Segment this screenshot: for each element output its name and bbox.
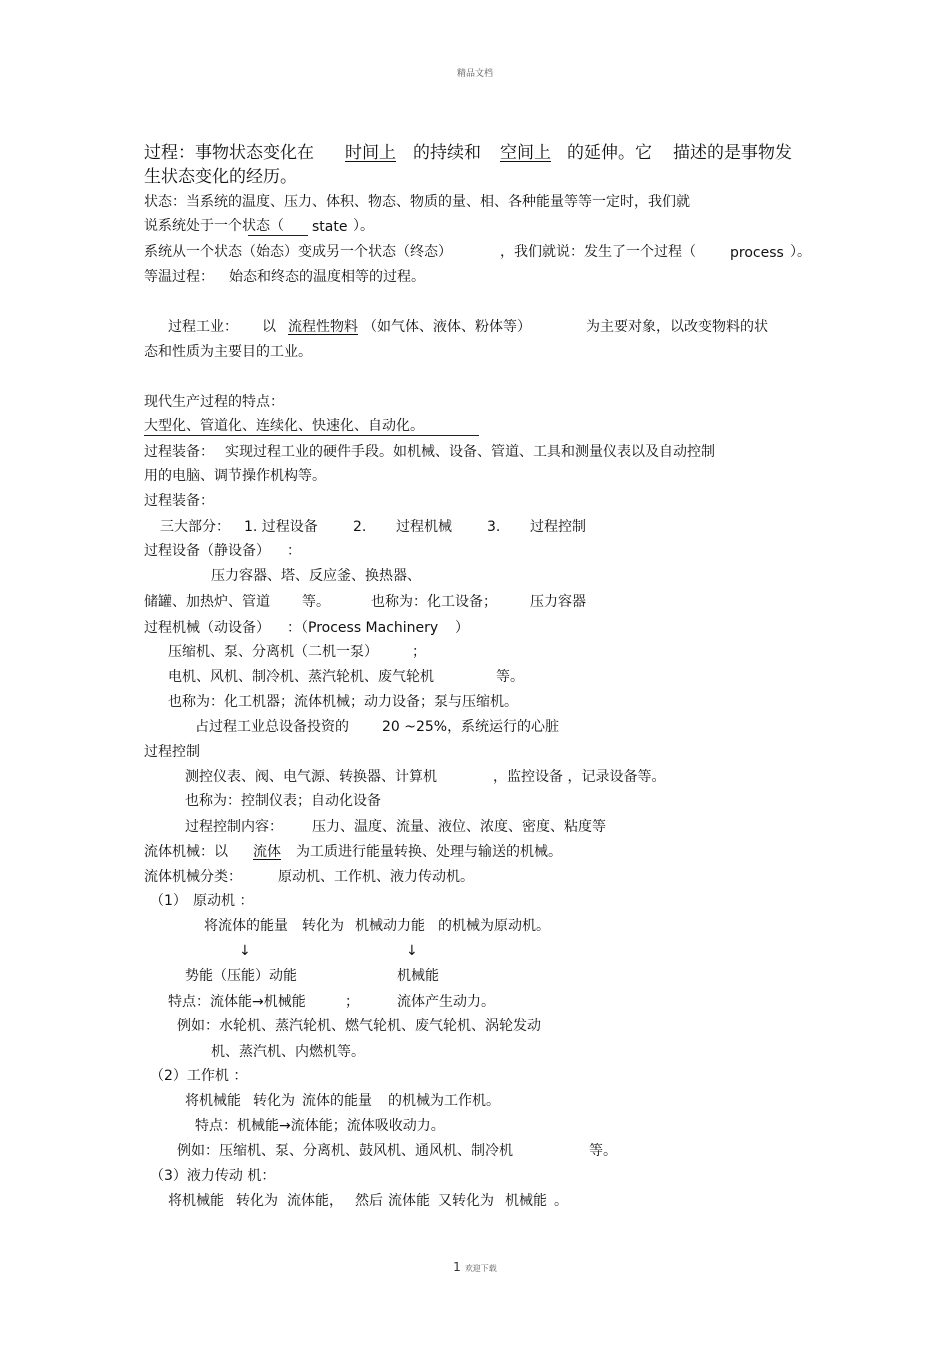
text-line: （如气体、液体、粉体等） (363, 319, 531, 335)
text-line: 过程控制 (144, 744, 200, 760)
text-line: state (312, 219, 348, 235)
text-line: 过程机械 (396, 519, 452, 535)
page-footer (0, 1260, 950, 1274)
text-line: 。 (554, 1193, 568, 1209)
text-line: 占过程工业总设备投资的 (195, 719, 349, 735)
text-line: 将机械能 (185, 1093, 241, 1109)
text-line: 测控仪表、阀、电气源、转换器、计算机 (185, 769, 437, 785)
text-line: ： (287, 543, 301, 559)
text-line: 机械能 (505, 1193, 547, 1209)
text-line: 等温过程： (144, 269, 214, 285)
text-line: 2. (353, 519, 367, 535)
text-line: 说系统处于一个状态（ (144, 218, 284, 234)
text-line: 过程工业： (168, 319, 238, 335)
text-line: ）。 (790, 244, 811, 260)
text-line: 流体产生动力。 (397, 994, 495, 1010)
text-line: 状态：当系统的温度、压力、体积、物态、物质的量、相、各种能量等等一定时，我们就 (144, 194, 690, 210)
page-header: 精品文档 (456, 69, 493, 79)
text-line: （1） (150, 893, 187, 909)
text-line: 大型化、管道化、连续化、快速化、自动化。 (144, 418, 424, 434)
text-line: 流体机械分类： (144, 869, 242, 885)
text-line: 转化为 (236, 1193, 278, 1209)
underline-rule (248, 235, 308, 236)
text-line: 过程装备： (144, 444, 214, 460)
text-line: ； (345, 994, 359, 1010)
text-line: 现代生产过程的特点： (144, 394, 284, 410)
text-line: 压力、温度、流量、液位、浓度、密度、粘度等 (312, 819, 606, 835)
text-line: 过程装备： (144, 493, 214, 509)
text-line: 机、蒸汽机、内燃机等。 (211, 1044, 365, 1060)
text-line: 过程：事物状态变化在 (144, 143, 314, 163)
arrow-down-icon: ↓ (406, 943, 418, 959)
text-line: 3. (487, 519, 501, 535)
text-line: 过程机械（动设备） (144, 620, 270, 636)
underlined-term: 空间上 (500, 143, 551, 163)
text-line: 过程设备（静设备） (144, 543, 270, 559)
arrow-down-icon: ↓ (239, 943, 251, 959)
text-line: 压缩机、泵、分离机（二机一泵） (168, 644, 378, 660)
text-line: 描述的是事物发 (673, 143, 792, 163)
text-line: 流体机械：以 (144, 844, 228, 860)
text-line: 等。 (302, 594, 330, 610)
text-line: 20 ~25%， (382, 719, 462, 735)
text-line: 储罐、加热炉、管道 (144, 594, 270, 610)
text-line: 等。 (496, 669, 524, 685)
text-line: 的延伸。它 (567, 143, 652, 163)
text-line: 电机、风机、制冷机、蒸汽轮机、废气轮机 (168, 669, 434, 685)
text-line: ：（Process Machinery (287, 620, 439, 636)
underline-rule (144, 435, 479, 436)
text-line: 机械动力能 (355, 918, 425, 934)
text-line: 然后 (355, 1193, 383, 1209)
text-line: process (730, 245, 784, 261)
text-line: 流体能， (287, 1193, 343, 1209)
text-line: 系统运行的心脏 (461, 719, 559, 735)
text-line: 例如：水轮机、蒸汽轮机、燃气轮机、废气轮机、涡轮发动 (177, 1018, 541, 1034)
text-line: 流体的能量 (302, 1093, 372, 1109)
text-line: （2）工作机 ： (150, 1068, 248, 1084)
text-line: 的持续和 (413, 143, 481, 163)
text-line: 也称为：控制仪表；自动化设备 (185, 793, 381, 809)
text-line: 实现过程工业的硬件手段。如机械、设备、管道、工具和测量仪表以及自动控制 (225, 444, 715, 460)
text-line: 为工质进行能量转换、处理与输送的机械。 (296, 844, 562, 860)
text-line: 机械能 (397, 968, 439, 984)
text-line: 转化为 (302, 918, 344, 934)
text-line: 的机械为原动机。 (438, 918, 550, 934)
text-line: ； (412, 644, 426, 660)
text-line: 的机械为工作机。 (388, 1093, 500, 1109)
text-line: 以 (262, 319, 276, 335)
text-line: 等。 (589, 1143, 617, 1159)
text-line: 始态和终态的温度相等的过程。 (229, 269, 425, 285)
text-line: 三大部分： (160, 519, 230, 535)
text-line: 过程控制 (530, 519, 586, 535)
text-line: 系统从一个状态（始态）变成另一个状态（终态） (144, 244, 452, 260)
text-line: （3）液力传动 机： (150, 1168, 276, 1184)
text-line: ）。 (353, 218, 374, 234)
text-line: 势能（压能）动能 (185, 968, 297, 984)
underlined-term: 流体 (253, 844, 281, 860)
text-line: 过程控制内容： (185, 819, 283, 835)
text-line: 压力容器 (530, 594, 586, 610)
text-line: 将流体的能量 (204, 918, 288, 934)
page-number: 1 (453, 1260, 461, 1274)
text-line: 也称为：化工设备； (371, 594, 497, 610)
text-line: 为主要对象，以改变物料的状 (586, 319, 768, 335)
footer-note: 欢迎下载 (464, 1264, 497, 1273)
text-line: 1. 过程设备 (244, 519, 318, 535)
text-line: ，我们就说：发生了一个过程（ (500, 244, 696, 260)
text-line: 压力容器、塔、反应釜、换热器、 (211, 568, 421, 584)
text-line: 特点：流体能→机械能 (168, 994, 306, 1010)
text-line: 例如：压缩机、泵、分离机、鼓风机、通风机、制冷机 (177, 1143, 513, 1159)
text-line: ） (455, 620, 469, 636)
text-line: 原动机 ： (193, 893, 254, 909)
text-line: 转化为 (253, 1093, 295, 1109)
text-line: ，监控设备 ，记录设备等。 (493, 769, 666, 785)
text-line: 将机械能 (168, 1193, 224, 1209)
text-line: 流体能 (388, 1193, 430, 1209)
text-line: 特点：机械能→流体能；流体吸收动力。 (195, 1118, 445, 1134)
text-line: 又转化为 (438, 1193, 494, 1209)
text-line: 态和性质为主要目的工业。 (144, 344, 312, 360)
text-line: 生状态变化的经历。 (144, 167, 297, 187)
text-line: 用的电脑、调节操作机构等。 (144, 468, 326, 484)
text-line: 也称为：化工机器；流体机械；动力设备；泵与压缩机。 (168, 694, 518, 710)
text-line: 原动机、工作机、液力传动机。 (278, 869, 474, 885)
underlined-term: 流程性物料 (288, 319, 358, 335)
underlined-term: 时间上 (345, 143, 396, 163)
